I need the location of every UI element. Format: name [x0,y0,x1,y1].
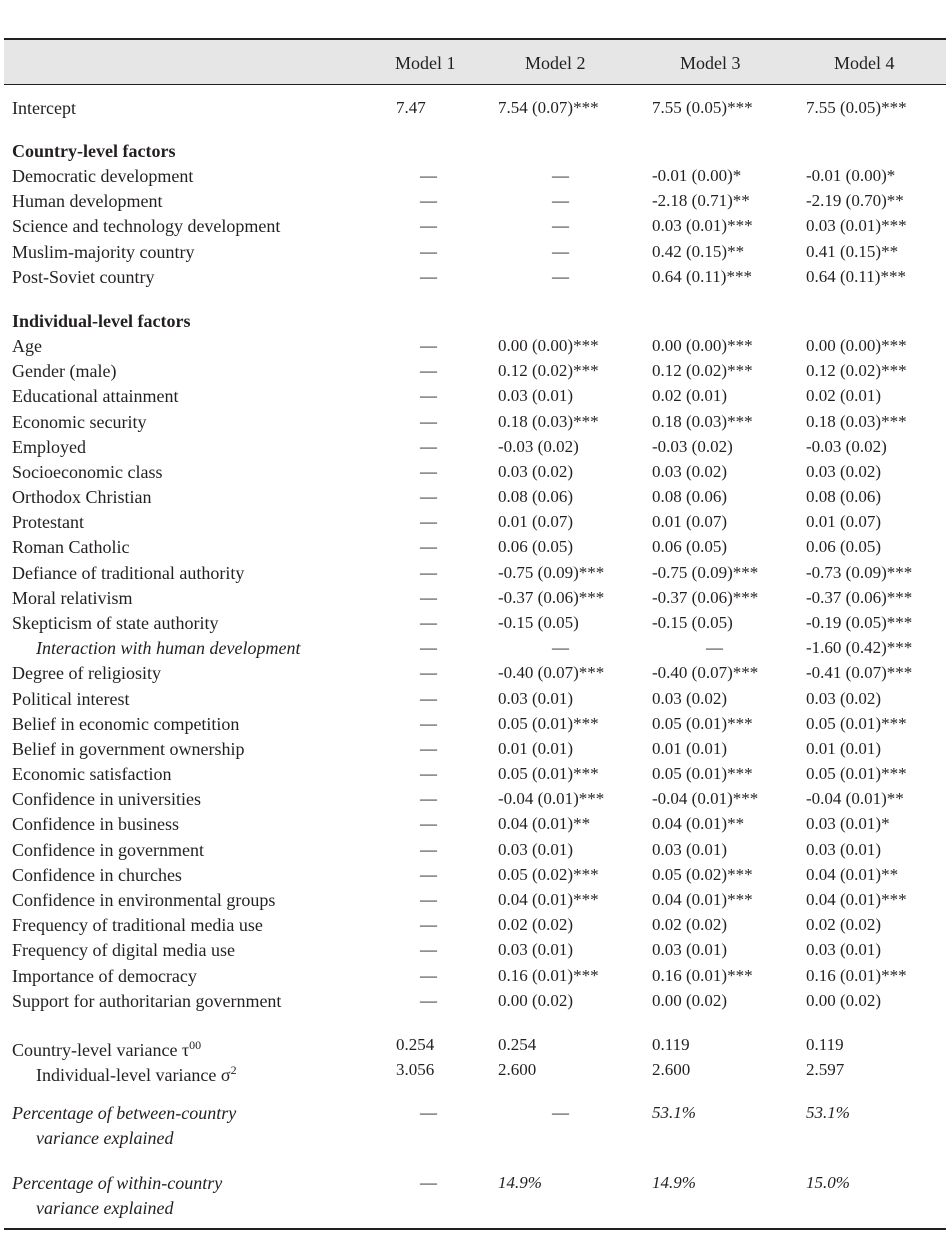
individual-cell-model-2: 0.05 (0.01)*** [498,764,599,784]
country-row-label: Muslim-majority country [12,241,195,262]
header-rule [4,84,946,85]
individual-row-label: Gender (male) [12,361,117,382]
cell-country-variance-m4: 0.119 [806,1035,844,1054]
country-cell-model-1: — [420,216,437,236]
individual-cell-model-4: 0.16 (0.01)*** [806,965,907,985]
individual-cell-model-3: 0.00 (0.02) [652,990,728,1010]
individual-cell-model-3: 0.16 (0.01)*** [652,965,753,985]
individual-row-label: Belief in government ownership [12,738,245,759]
individual-cell-model-3: 0.05 (0.01)*** [652,713,753,733]
individual-cell-model-1: — [420,764,437,784]
individual-cell-model-1: — [420,738,437,758]
country-row-label: Science and technology development [12,216,281,237]
individual-cell-model-3: -0.03 (0.02) [652,436,733,456]
country-row-label: Post-Soviet country [12,266,155,287]
col-header-model-1: Model 1 [395,53,456,73]
individual-cell-model-1: — [420,965,437,985]
cell-between-m1: — [420,1103,437,1122]
individual-row-label: Protestant [12,512,84,533]
individual-row-label: Confidence in government [12,839,204,860]
cell-within-m1: — [420,1173,437,1192]
individual-row-label: Educational attainment [12,386,179,407]
country-cell-model-4: 0.64 (0.11)*** [806,266,906,286]
individual-cell-model-1: — [420,361,437,381]
individual-cell-model-3: 0.01 (0.07) [652,512,728,532]
individual-cell-model-2: -0.03 (0.02) [498,436,579,456]
cell-intercept-m4: 7.55 (0.05)*** [806,98,907,117]
col-header-model-3: Model 3 [680,53,741,73]
cell-country-variance-m1: 0.254 [396,1035,435,1054]
individual-cell-model-2: -0.40 (0.07)*** [498,663,605,683]
individual-cell-model-2: 0.01 (0.07) [498,512,574,532]
individual-cell-model-1: — [420,411,437,431]
individual-cell-model-2: 0.01 (0.01) [498,738,574,758]
individual-cell-model-1: — [420,940,437,960]
cell-intercept-m1: 7.47 [396,98,426,117]
country-cell-model-1: — [420,166,437,185]
individual-cell-model-4: 0.18 (0.03)*** [806,411,907,431]
individual-cell-model-4: -0.19 (0.05)*** [806,612,913,632]
country-variance-text: Country-level variance τ [12,1040,190,1060]
country-cell-model-3: -2.18 (0.71)** [652,191,750,211]
individual-cell-model-3: 0.03 (0.01) [652,940,728,960]
individual-cell-model-3: -0.75 (0.09)*** [652,562,759,582]
country-cell-model-1: — [420,266,437,286]
individual-cell-model-1: — [420,990,437,1010]
individual-cell-model-3: 0.04 (0.01)*** [652,889,753,909]
individual-cell-model-3: — [706,638,723,658]
individual-row-label: Moral relativism [12,587,133,608]
individual-cell-model-2: -0.15 (0.05) [498,612,579,632]
individual-cell-model-4: 0.01 (0.01) [806,738,882,758]
individual-cell-model-3: 0.05 (0.02)*** [652,864,753,884]
individual-row-label: Support for authoritarian government [12,990,282,1011]
individual-cell-model-1: — [420,839,437,859]
individual-row-label: Skepticism of state authority [12,612,219,633]
individual-cell-model-2: 0.16 (0.01)*** [498,965,599,985]
individual-cell-model-2: 0.04 (0.01)** [498,814,591,834]
individual-cell-model-1: — [420,814,437,834]
individual-cell-model-4: 0.02 (0.02) [806,915,882,935]
individual-cell-model-4: -0.41 (0.07)*** [806,663,913,683]
individual-cell-model-2: 0.04 (0.01)*** [498,889,599,909]
row-label-country-variance [12,1034,201,1061]
cell-between-m2: — [552,1103,569,1122]
individual-cell-model-2: 0.12 (0.02)*** [498,361,599,381]
individual-cell-model-4: 0.04 (0.01)** [806,864,899,884]
country-cell-model-3: 0.03 (0.01)*** [652,216,753,236]
individual-cell-model-2: 0.03 (0.01) [498,839,574,859]
individual-cell-model-4: 0.08 (0.06) [806,487,882,507]
cell-individual-variance-m4: 2.597 [806,1060,845,1079]
individual-cell-model-1: — [420,436,437,456]
individual-row-label: Interaction with human development [36,638,301,659]
individual-cell-model-4: -0.73 (0.09)*** [806,562,913,582]
individual-cell-model-3: 0.12 (0.02)*** [652,361,753,381]
individual-cell-model-3: 0.03 (0.02) [652,688,728,708]
row-label-within-line1: Percentage of within-country [12,1173,223,1193]
cell-between-m3: 53.1% [652,1103,696,1122]
cell-individual-variance-m2: 2.600 [498,1060,537,1079]
country-cell-model-3: 0.42 (0.15)** [652,241,745,261]
individual-cell-model-3: -0.15 (0.05) [652,612,733,632]
country-cell-model-2: — [552,166,569,185]
individual-cell-model-3: 0.05 (0.01)*** [652,764,753,784]
individual-cell-model-1: — [420,864,437,884]
country-cell-model-3: 0.64 (0.11)*** [652,266,752,286]
individual-cell-model-4: 0.00 (0.02) [806,990,882,1010]
individual-cell-model-4: 0.12 (0.02)*** [806,361,907,381]
cell-within-m2: 14.9% [498,1173,542,1192]
individual-row-label: Confidence in business [12,814,179,835]
individual-cell-model-2: 0.18 (0.03)*** [498,411,599,431]
individual-cell-model-3: -0.04 (0.01)*** [652,789,759,809]
row-label-between-line2: variance explained [36,1128,174,1148]
individual-cell-model-4: 0.03 (0.02) [806,688,882,708]
row-label-between-line1: Percentage of between-country [12,1103,237,1123]
individual-row-label: Defiance of traditional authority [12,562,245,583]
bottom-rule [4,1228,946,1230]
table-header [4,40,946,85]
country-cell-model-4: 0.41 (0.15)** [806,241,899,261]
individual-cell-model-2: 0.00 (0.00)*** [498,336,599,355]
row-label-intercept: Intercept [12,98,76,118]
individual-cell-model-3: 0.18 (0.03)*** [652,411,753,431]
individual-cell-model-4: -1.60 (0.42)*** [806,638,913,658]
country-cell-model-2: — [552,266,569,286]
individual-variance-text: Individual-level variance σ [36,1065,231,1085]
individual-cell-model-1: — [420,638,437,658]
country-variance-superscript: 00 [189,1038,202,1052]
cell-intercept-m3: 7.55 (0.05)*** [652,98,753,117]
individual-cell-model-2: 0.06 (0.05) [498,537,574,557]
individual-cell-model-1: — [420,612,437,632]
individual-cell-model-2: 0.08 (0.06) [498,487,574,507]
country-cell-model-4: 0.03 (0.01)*** [806,216,907,236]
individual-row-label: Roman Catholic [12,537,130,558]
individual-variance-superscript: 2 [230,1063,237,1077]
individual-cell-model-4: 0.04 (0.01)*** [806,889,907,909]
individual-cell-model-3: 0.06 (0.05) [652,537,728,557]
individual-row-label: Frequency of traditional media use [12,915,263,936]
country-cell-model-2: — [552,216,569,236]
individual-cell-model-4: 0.06 (0.05) [806,537,882,557]
individual-cell-model-2: 0.02 (0.02) [498,915,574,935]
country-cell-model-4: -0.01 (0.00)* [806,166,896,185]
cell-between-m4: 53.1% [806,1103,850,1122]
individual-cell-model-1: — [420,587,437,607]
individual-cell-model-1: — [420,461,437,481]
cell-within-m4: 15.0% [806,1173,850,1192]
individual-cell-model-2: 0.03 (0.01) [498,688,574,708]
individual-cell-model-1: — [420,713,437,733]
individual-row-label: Orthodox Christian [12,487,152,508]
individual-cell-model-4: 0.03 (0.01) [806,940,882,960]
individual-cell-model-2: -0.37 (0.06)*** [498,587,605,607]
individual-cell-model-2: 0.03 (0.01) [498,386,574,406]
individual-cell-model-3: 0.02 (0.01) [652,386,728,406]
individual-cell-model-4: -0.03 (0.02) [806,436,887,456]
individual-row-label: Economic satisfaction [12,764,172,785]
individual-cell-model-4: 0.01 (0.07) [806,512,882,532]
individual-cell-model-4: 0.05 (0.01)*** [806,713,907,733]
individual-cell-model-2: 0.03 (0.02) [498,461,574,481]
section-heading-individual: Individual-level factors [12,311,191,331]
individual-cell-model-2: 0.00 (0.02) [498,990,574,1010]
individual-row-label: Age [12,336,42,356]
individual-cell-model-2: -0.75 (0.09)*** [498,562,605,582]
individual-cell-model-1: — [420,487,437,507]
individual-row-label: Socioeconomic class [12,461,163,482]
individual-cell-model-4: 0.05 (0.01)*** [806,764,907,784]
individual-cell-model-3: 0.02 (0.02) [652,915,728,935]
country-row-label: Human development [12,191,163,212]
individual-cell-model-3: 0.03 (0.01) [652,839,728,859]
individual-row-label: Employed [12,436,86,457]
individual-cell-model-2: 0.05 (0.01)*** [498,713,599,733]
individual-cell-model-1: — [420,915,437,935]
individual-row-label: Belief in economic competition [12,713,240,734]
cell-within-m3: 14.9% [652,1173,696,1192]
country-cell-model-1: — [420,191,437,211]
individual-cell-model-1: — [420,789,437,809]
row-label-within-line2: variance explained [36,1198,174,1218]
individual-row-label: Confidence in environmental groups [12,889,276,910]
individual-cell-model-4: 0.02 (0.01) [806,386,882,406]
individual-cell-model-4: -0.04 (0.01)** [806,789,904,809]
individual-cell-model-4: -0.37 (0.06)*** [806,587,913,607]
individual-cell-model-2: — [552,638,569,658]
individual-cell-model-3: 0.08 (0.06) [652,487,728,507]
country-cell-model-2: — [552,241,569,261]
individual-cell-model-3: -0.37 (0.06)*** [652,587,759,607]
individual-row-label: Confidence in churches [12,864,182,885]
individual-cell-model-2: 0.05 (0.02)*** [498,864,599,884]
individual-cell-model-3: 0.01 (0.01) [652,738,728,758]
individual-cell-model-3: -0.40 (0.07)*** [652,663,759,683]
individual-cell-model-4: 0.03 (0.02) [806,461,882,481]
individual-row-label: Political interest [12,688,130,709]
individual-cell-model-3: 0.03 (0.02) [652,461,728,481]
col-header-model-4: Model 4 [834,53,895,73]
country-cell-model-1: — [420,241,437,261]
individual-cell-model-1: — [420,537,437,557]
individual-cell-model-1: — [420,512,437,532]
individual-cell-model-3: 0.00 (0.00)*** [652,336,753,355]
individual-cell-model-3: 0.04 (0.01)** [652,814,745,834]
col-header-model-2: Model 2 [525,53,586,73]
cell-individual-variance-m1: 3.056 [396,1060,435,1079]
individual-row-label: Importance of democracy [12,965,197,986]
individual-row-label: Confidence in universities [12,789,201,810]
country-cell-model-2: — [552,191,569,211]
country-cell-model-3: -0.01 (0.00)* [652,166,742,185]
individual-cell-model-4: 0.00 (0.00)*** [806,336,907,355]
individual-row-label: Economic security [12,411,147,432]
cell-intercept-m2: 7.54 (0.07)*** [498,98,599,117]
individual-cell-model-1: — [420,562,437,582]
individual-cell-model-4: 0.03 (0.01)* [806,814,890,834]
individual-cell-model-1: — [420,386,437,406]
individual-cell-model-4: 0.03 (0.01) [806,839,882,859]
cell-country-variance-m3: 0.119 [652,1035,690,1054]
individual-cell-model-1: — [420,889,437,909]
country-cell-model-4: -2.19 (0.70)** [806,191,904,211]
section-heading-country: Country-level factors [12,141,176,161]
individual-cell-model-2: 0.03 (0.01) [498,940,574,960]
individual-row-label: Frequency of digital media use [12,940,235,961]
individual-cell-model-1: — [420,336,437,355]
row-label-individual-variance [36,1059,237,1086]
cell-country-variance-m2: 0.254 [498,1035,537,1054]
individual-cell-model-1: — [420,663,437,683]
individual-cell-model-2: -0.04 (0.01)*** [498,789,605,809]
individual-row-label: Degree of religiosity [12,663,161,684]
individual-cell-model-1: — [420,688,437,708]
cell-individual-variance-m3: 2.600 [652,1060,691,1079]
country-row-label: Democratic development [12,166,194,186]
